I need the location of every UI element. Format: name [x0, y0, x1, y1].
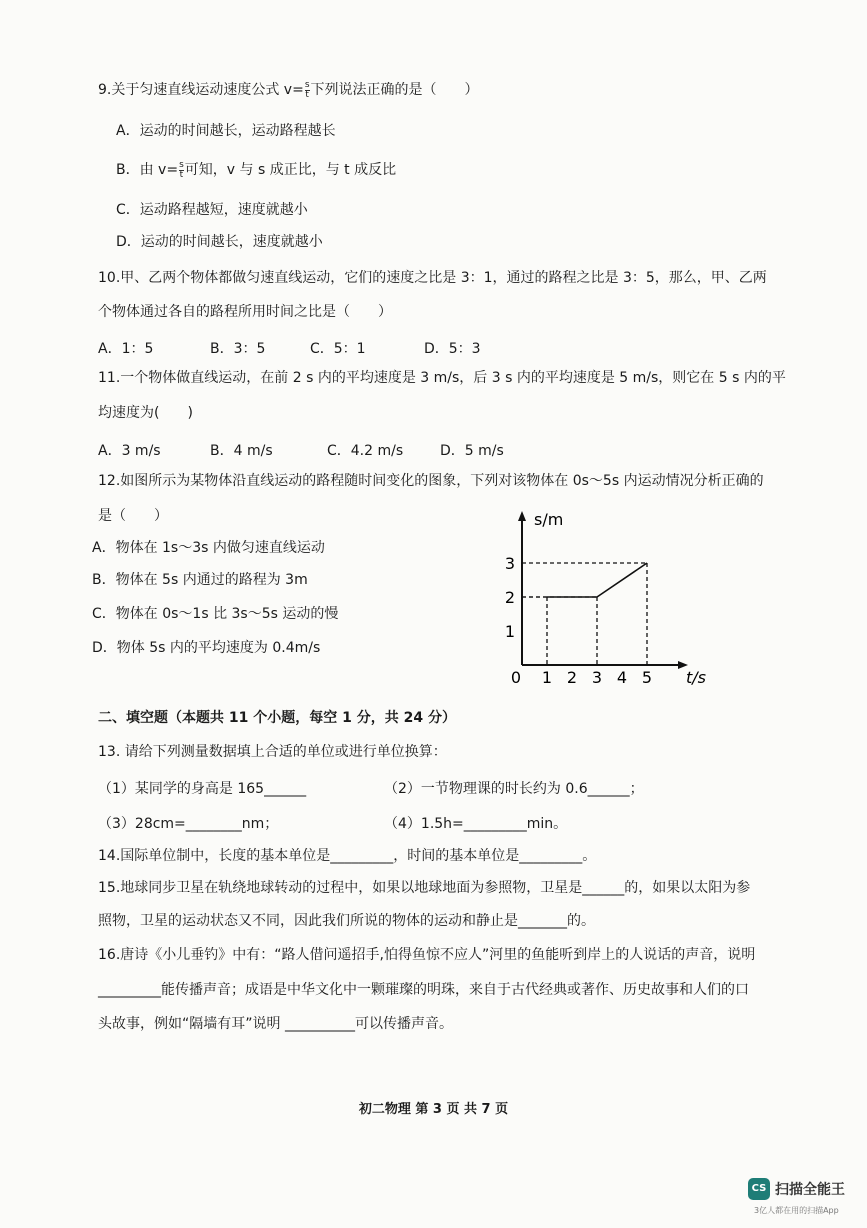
- q9-stem: [98, 80, 479, 100]
- x-tick-label: 4: [616, 668, 628, 685]
- y-tick-label: 1: [504, 622, 516, 641]
- q12-stem-line1: 12.如图所示为某物体沿直线运动的路程随时间变化的图象，下列对该物体在 0s～5s 内运动情况分析正确的: [98, 473, 764, 489]
- q9-option-d: D．运动的时间越长，速度就越小: [116, 234, 323, 250]
- q11-option-b: B．4 m/s: [210, 443, 273, 459]
- q13-stem: 13. 请给下列测量数据填上合适的单位或进行单位换算：: [98, 744, 447, 760]
- x-axis-label: t/s: [686, 668, 706, 685]
- scanner-logo-icon: CS: [748, 1178, 770, 1200]
- q16-stem-line1: 16.唐诗《小儿垂钓》中有：“路人借问遥招手,怕得鱼惊不应人”河里的鱼能听到岸上的人说话的声音，说明: [98, 947, 756, 963]
- y-axis-arrow: [518, 511, 526, 521]
- q11-stem-line2: 均速度为( ): [98, 405, 193, 421]
- q11-option-d: D．5 m/s: [440, 443, 504, 459]
- q10-option-a: A．1：5: [98, 341, 154, 357]
- scanner-watermark: [748, 1178, 864, 1222]
- q10-option-d: D．5：3: [424, 341, 481, 357]
- q12-option-b: B．物体在 5s 内通过的路程为 3m: [92, 572, 308, 588]
- q16-stem-line2: _________能传播声音；成语是中华文化中一颗璀璨的明珠，来自于古代经典或著作、历史故事和人们的口: [98, 982, 749, 998]
- q13-part4: （4）1.5h=_________min。: [384, 816, 568, 832]
- q12-option-d: D．物体 5s 内的平均速度为 0.4m/s: [92, 640, 321, 656]
- q9-option-b-fraction: $\frac{s}{t}$: [179, 159, 184, 180]
- x-tick-label: 1: [541, 668, 553, 685]
- q12-option-c: C．物体在 0s～1s 比 3s～5s 运动的慢: [92, 606, 339, 622]
- q13-part3: （3）28cm=________nm；: [98, 816, 279, 832]
- q15-stem-line2: 照物，卫星的运动状态又不同，因此我们所说的物体的运动和静止是_______的。: [98, 913, 595, 929]
- q9-option-a: A．运动的时间越长，运动路程越长: [116, 123, 336, 139]
- x-tick-label: 3: [591, 668, 603, 685]
- q9-option-c: C．运动路程越短，速度就越小: [116, 202, 308, 218]
- q10-option-c: C．5：1: [310, 341, 366, 357]
- x-tick-label: 5: [641, 668, 653, 685]
- st-line: [547, 563, 647, 597]
- section-fill-in-title: 二、填空题（本题共 11 个小题，每空 1 分，共 24 分）: [98, 710, 456, 726]
- q10-stem-line2: 个物体通过各自的路程所用时间之比是（ ）: [98, 304, 392, 320]
- y-tick-label: 3: [504, 554, 516, 573]
- scanner-app-name: 扫描全能王: [775, 1182, 845, 1198]
- q9-stem-a: 9.关于匀速直线运动速度公式 v=: [98, 82, 304, 98]
- q13-part1: （1）某同学的身高是 165______: [98, 781, 307, 797]
- q14-stem: 14.国际单位制中，长度的基本单位是_________，时间的基本单位是_________。: [98, 848, 597, 864]
- x-tick-label: 0: [510, 668, 522, 685]
- scanner-tagline: 3亿人都在用的扫描App: [754, 1206, 839, 1215]
- distance-time-graph: [500, 505, 720, 685]
- q9-option-b: B．由 v= $\frac{s}{t}$ 可知，v 与 s 成正比，与 t 成反比: [116, 159, 397, 180]
- y-tick-label: 2: [504, 588, 516, 607]
- q16-stem-line3: 头故事，例如“隔墙有耳”说明 __________可以传播声音。: [98, 1016, 453, 1032]
- q12-option-a: A．物体在 1s～3s 内做匀速直线运动: [92, 540, 325, 556]
- q9-formula-fraction: $\frac{s}{t}$: [304, 79, 310, 100]
- y-axis-label: s/m: [534, 510, 564, 529]
- q11-option-a: A．3 m/s: [98, 443, 161, 459]
- q13-part2: （2）一节物理课的时长约为 0.6______；: [384, 781, 644, 797]
- q12-stem-line2: 是（ ）: [98, 508, 168, 524]
- q10-option-b: B．3：5: [210, 341, 266, 357]
- x-tick-label: 2: [566, 668, 578, 685]
- q11-option-c: C．4.2 m/s: [327, 443, 404, 459]
- q9-stem-b: 下列说法正确的是（ ）: [310, 82, 479, 98]
- q11-stem-line1: 11.一个物体做直线运动，在前 2 s 内的平均速度是 3 m/s，后 3 s 内的平均速度是 5 m/s，则它在 5 s 内的平: [98, 370, 786, 386]
- q15-stem-line1: 15.地球同步卫星在轨绕地球转动的过程中，如果以地球地面为参照物，卫星是______的，如果以太阳为参: [98, 880, 751, 896]
- q10-stem-line1: 10.甲、乙两个物体都做匀速直线运动，它们的速度之比是 3：1，通过的路程之比是 3：5，那么，甲、乙两: [98, 270, 767, 286]
- page-footer: 初二物理 第 3 页 共 7 页: [358, 1102, 509, 1117]
